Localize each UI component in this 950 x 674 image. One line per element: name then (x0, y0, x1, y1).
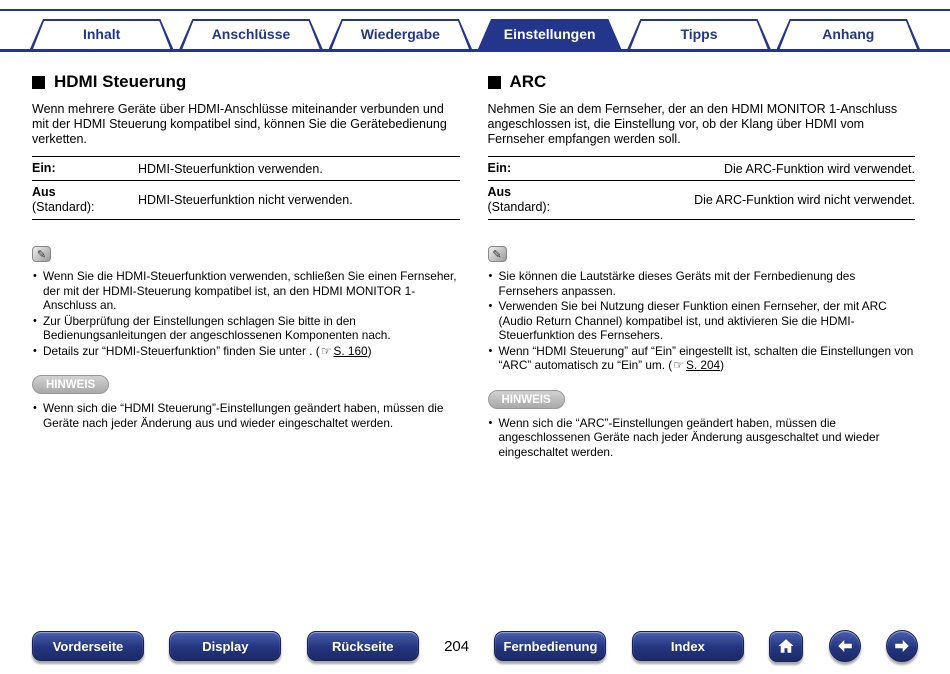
house-icon (777, 637, 795, 655)
list-item: • Wenn sich die “HDMI Steuerung”-Einstellungen geändert haben, müssen die Geräte nach jeder Änderung aus und wieder eingeschaltet werden. (32, 401, 460, 430)
table-row (488, 157, 916, 181)
tab-inhalt[interactable] (30, 19, 173, 49)
section-arc (488, 68, 916, 460)
top-divider (0, 9, 950, 11)
page-reference-icon: ☞ (320, 343, 332, 358)
page-link[interactable]: S. 204 (685, 358, 721, 372)
index-button[interactable]: Index (632, 631, 744, 661)
page-reference-icon: ☞ (673, 358, 684, 372)
square-bullet-icon (488, 76, 501, 89)
list-item: • Verwenden Sie bei Nutzung dieser Funktion einen Fernseher, der mit ARC (Audio Return Channel) kompatibel ist, und aktivieren Sie die HDMI-Steuerfunktion des Fernsehers. (488, 299, 916, 343)
footer-nav (0, 630, 950, 662)
vorderseite-button[interactable]: Vorderseite (32, 631, 144, 661)
list-item: • Wenn Sie die HDMI-Steuerfunktion verwenden, schließen Sie einen Fernseher, der mit der HDMI-Steuerung kompatibel ist, an den HDMI MONITOR 1-Anschluss an. (32, 269, 460, 313)
setting-option: Ein: (487, 161, 512, 175)
section-intro: Wenn mehrere Geräte über HDMI-Anschlüsse miteinander verbunden und mit der HDMI Steuerung kompatibel sind, können Sie die Gerätebedienung verketten. (32, 102, 447, 146)
note-text: Details zur “HDMI-Steuerfunktion” finden Sie unter . ( (43, 343, 320, 358)
table-row (32, 157, 460, 181)
note-pencil-icon: ✎ (32, 246, 51, 262)
rueckseite-button[interactable]: Rückseite (307, 631, 419, 661)
list-item: • Wenn sich die “ARC”-Einstellungen geändert haben, müssen die angeschlossenen Geräte nach jeder Änderung ausgeschaltet und wieder eingeschaltet werden. (488, 416, 916, 460)
list-item: • Sie können die Lautstärke dieses Geräts mit der Fernbedienung des Fernsehers anpassen. (488, 269, 916, 298)
setting-option: Aus (Standard): (487, 185, 551, 214)
next-page-button[interactable] (886, 630, 918, 662)
tab-einstellungen[interactable] (478, 19, 621, 49)
note-suffix: ) (720, 358, 725, 372)
setting-description: HDMI-Steuerfunktion nicht verwenden. (138, 193, 353, 207)
tab-wiedergabe[interactable] (329, 19, 472, 49)
tab-label: Anhang (822, 26, 875, 42)
section-title: ARC (509, 72, 547, 91)
list-item: • Zur Überprüfung der Einstellungen schlagen Sie bitte in den Bedienungsanleitungen der angeschlossenen Komponenten nach. (32, 314, 460, 343)
table-row (488, 181, 916, 220)
note-text: Wenn “HDMI Steuerung” auf “Ein” eingestellt ist, schalten die Einstellungen von “ARC” automatisch zu “Ein” um. ( (498, 343, 914, 372)
tab-label: Tipps (680, 26, 718, 42)
tab-anschluesse[interactable] (179, 19, 322, 49)
setting-description: Die ARC-Funktion wird verwendet. (723, 161, 915, 176)
square-bullet-icon (32, 76, 45, 89)
setting-description: HDMI-Steuerfunktion verwenden. (138, 161, 323, 176)
section-hdmi-steuerung (32, 68, 460, 460)
setting-option: Ein: (32, 161, 56, 175)
tab-label: Einstellungen (503, 26, 596, 42)
section-heading (32, 72, 460, 92)
tab-bar (0, 19, 950, 52)
arrow-right-icon (893, 637, 911, 655)
prev-page-button[interactable] (829, 630, 861, 662)
tab-tipps[interactable] (627, 19, 770, 49)
page-number: 204 (444, 637, 470, 655)
tab-anhang[interactable] (777, 19, 920, 49)
settings-table (32, 156, 460, 220)
fernbedienung-button[interactable]: Fernbedienung (494, 631, 606, 661)
note-list (32, 269, 460, 358)
section-title: HDMI Steuerung (54, 72, 187, 91)
setting-description: Die ARC-Funktion wird nicht verwendet. (694, 193, 915, 207)
tab-label: Anschlüsse (211, 26, 291, 42)
note-suffix: ) (367, 343, 372, 358)
setting-option: Aus (Standard): (32, 185, 95, 214)
table-row (32, 181, 460, 220)
hinweis-note-list (488, 416, 916, 460)
page-content (0, 52, 950, 460)
list-item (32, 344, 460, 359)
note-pencil-icon: ✎ (488, 246, 507, 262)
arrow-left-icon (836, 637, 854, 655)
hinweis-note-list (32, 401, 460, 430)
hinweis-badge: HINWEIS (488, 390, 565, 409)
tab-label: Inhalt (82, 26, 121, 42)
section-intro: Nehmen Sie an dem Fernseher, der an den HDMI MONITOR 1-Anschluss angeschlossen ist, die Einstellung vor, ob der Klang über HDMI vom Fernseher empfangen werden soll. (487, 102, 898, 146)
display-button[interactable]: Display (169, 631, 281, 661)
note-list (488, 269, 916, 373)
settings-table (488, 156, 916, 220)
hinweis-badge: HINWEIS (32, 375, 109, 394)
home-button[interactable] (769, 631, 803, 662)
section-heading (488, 72, 916, 92)
tab-label: Wiedergabe (360, 26, 440, 42)
page-link[interactable]: S. 160 (333, 343, 368, 358)
list-item (488, 344, 916, 373)
